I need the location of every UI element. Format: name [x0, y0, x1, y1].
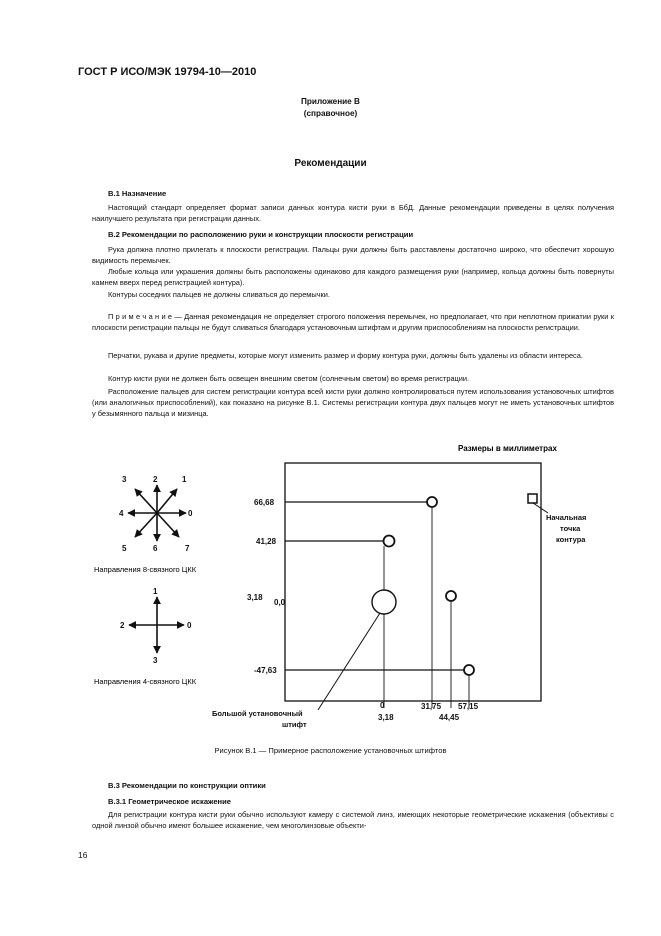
section-b2-paragraph-5: Контур кисти руки не должен быть освещен внешним светом (солнечным светом) во время регистрации. — [108, 374, 470, 383]
y-label-66: 66,68 — [254, 498, 275, 507]
x-label-0: 0 — [380, 701, 385, 710]
x-label-57: 57,15 — [458, 702, 479, 711]
section-b2-paragraph-3: Контуры соседних пальцев не должны сливаться до перемычки. — [108, 290, 330, 299]
large-pin-leader — [318, 613, 380, 710]
section-b1-heading: В.1 Назначение — [108, 189, 167, 198]
dir8-label-3: 3 — [122, 475, 127, 484]
large-pin — [372, 590, 396, 614]
section-b31-heading: В.3.1 Геометрическое искажение — [108, 797, 232, 806]
arrow-dir-5 — [135, 513, 157, 537]
section-b2-heading: В.2 Рекомендации по расположению руки и конструкции плоскости регистрации — [108, 230, 414, 239]
x-label-31: 31,75 — [421, 702, 442, 711]
dir4-label-1: 1 — [153, 587, 158, 596]
start-point-label-1: Начальная — [546, 513, 587, 522]
dir8-label-0: 0 — [188, 509, 193, 518]
dir4-label-2: 2 — [120, 621, 125, 630]
dir8-label-7: 7 — [185, 544, 190, 553]
dir8-label-1: 1 — [182, 475, 187, 484]
section-b2-paragraph-2: Любые кольца или украшения должны быть расположены одинаково для каждого размещения руки (например, кольца должны быть повернуты камнем вверх перед регистрацией контура). — [92, 267, 614, 287]
start-point-label-3: контура — [556, 535, 586, 544]
y-label-41: 41,28 — [256, 537, 277, 546]
section-b2-paragraph-1: Рука должна плотно прилегать к плоскости регистрации. Пальцы руки должны быть расставлены достаточно широко, что обеспечит хорошую видимость перемычек. — [92, 245, 614, 265]
x-label-44: 44,45 — [439, 713, 460, 722]
arrow-dir-7 — [157, 513, 179, 537]
pin-2 — [384, 536, 395, 547]
y-label-47: -47,63 — [254, 666, 277, 675]
y-label-0: 0,0 — [274, 598, 286, 607]
pin-4 — [464, 665, 474, 675]
dir8-label-6: 6 — [153, 544, 158, 553]
dir4-label-3: 3 — [153, 656, 158, 665]
arrow-dir-3 — [135, 489, 157, 513]
page-number: 16 — [78, 850, 88, 860]
dir4-caption: Направления 4-связного ЦКК — [94, 677, 197, 686]
registration-plane — [285, 463, 541, 701]
large-pin-label-1: Большой установочный — [212, 709, 303, 718]
section-b2-paragraph-4: Перчатки, рукава и другие предметы, которые могут изменить размер и форму контура руки, должны быть удалены из области интереса. — [108, 351, 583, 360]
section-b3-heading: В.3 Рекомендации по конструкции оптики — [108, 781, 266, 790]
figure-b1 — [0, 430, 661, 742]
arrow-dir-1 — [157, 489, 177, 513]
start-point-marker — [528, 494, 537, 503]
section-b31-paragraph: Для регистрации контура кисти руки обычно используют камеру с системой линз, имеющих некоторые геометрические искажения (объективы с одной линзой обычно имеют большее искажение, чем многолинзовые объекти- — [92, 810, 614, 830]
document-header: ГОСТ Р ИСО/МЭК 19794-10—2010 — [78, 66, 257, 78]
x-label-3: 3,18 — [378, 713, 394, 722]
direction-4-diagram — [129, 597, 184, 653]
dir8-label-2: 2 — [153, 475, 158, 484]
direction-8-diagram — [128, 485, 186, 541]
y-label-3: 3,18 — [247, 593, 263, 602]
units-label: Размеры в миллиметрах — [458, 444, 557, 453]
dir8-label-4: 4 — [119, 509, 124, 518]
appendix-title: Приложение В — [301, 97, 360, 106]
document-title: Рекомендации — [294, 158, 367, 169]
start-point-label-2: точка — [560, 524, 581, 533]
section-b2-note: П р и м е ч а н и е — Данная рекомендация не определяет строгого положения перемычек, но предполагает, что при неплотном прижатии руки к плоскости регистрации пальцы не будут сливаться благодаря установочным штифтам и другим приспособлениям на плоскости регистрации. — [92, 312, 614, 332]
dir8-caption: Направления 8-связного ЦКК — [94, 565, 197, 574]
appendix-subtitle: (справочное) — [303, 109, 358, 118]
dir4-label-0: 0 — [187, 621, 192, 630]
large-pin-label-2: штифт — [282, 720, 307, 729]
section-b1-paragraph: Настоящий стандарт определяет формат записи данных контура кисти руки в БбД. Данные рекомендации приведены в целях получения наилучшего результата при регистрации данных. — [92, 203, 614, 223]
figure-caption: Рисунок В.1 — Примерное расположение установочных штифтов — [214, 746, 447, 755]
pin-3 — [446, 591, 456, 601]
section-b2-paragraph-6: Расположение пальцев для систем регистрации контура всей кисти руки должно контролироваться путем использования установочных штифтов (или аналогичных приспособлений), как показано на рисунке В.1. Системы регистрации контура двух пальцев могут не иметь установочных штифтов у безымянного пальца и мизинца. — [92, 387, 614, 418]
dir8-label-5: 5 — [122, 544, 127, 553]
pin-1 — [427, 497, 437, 507]
